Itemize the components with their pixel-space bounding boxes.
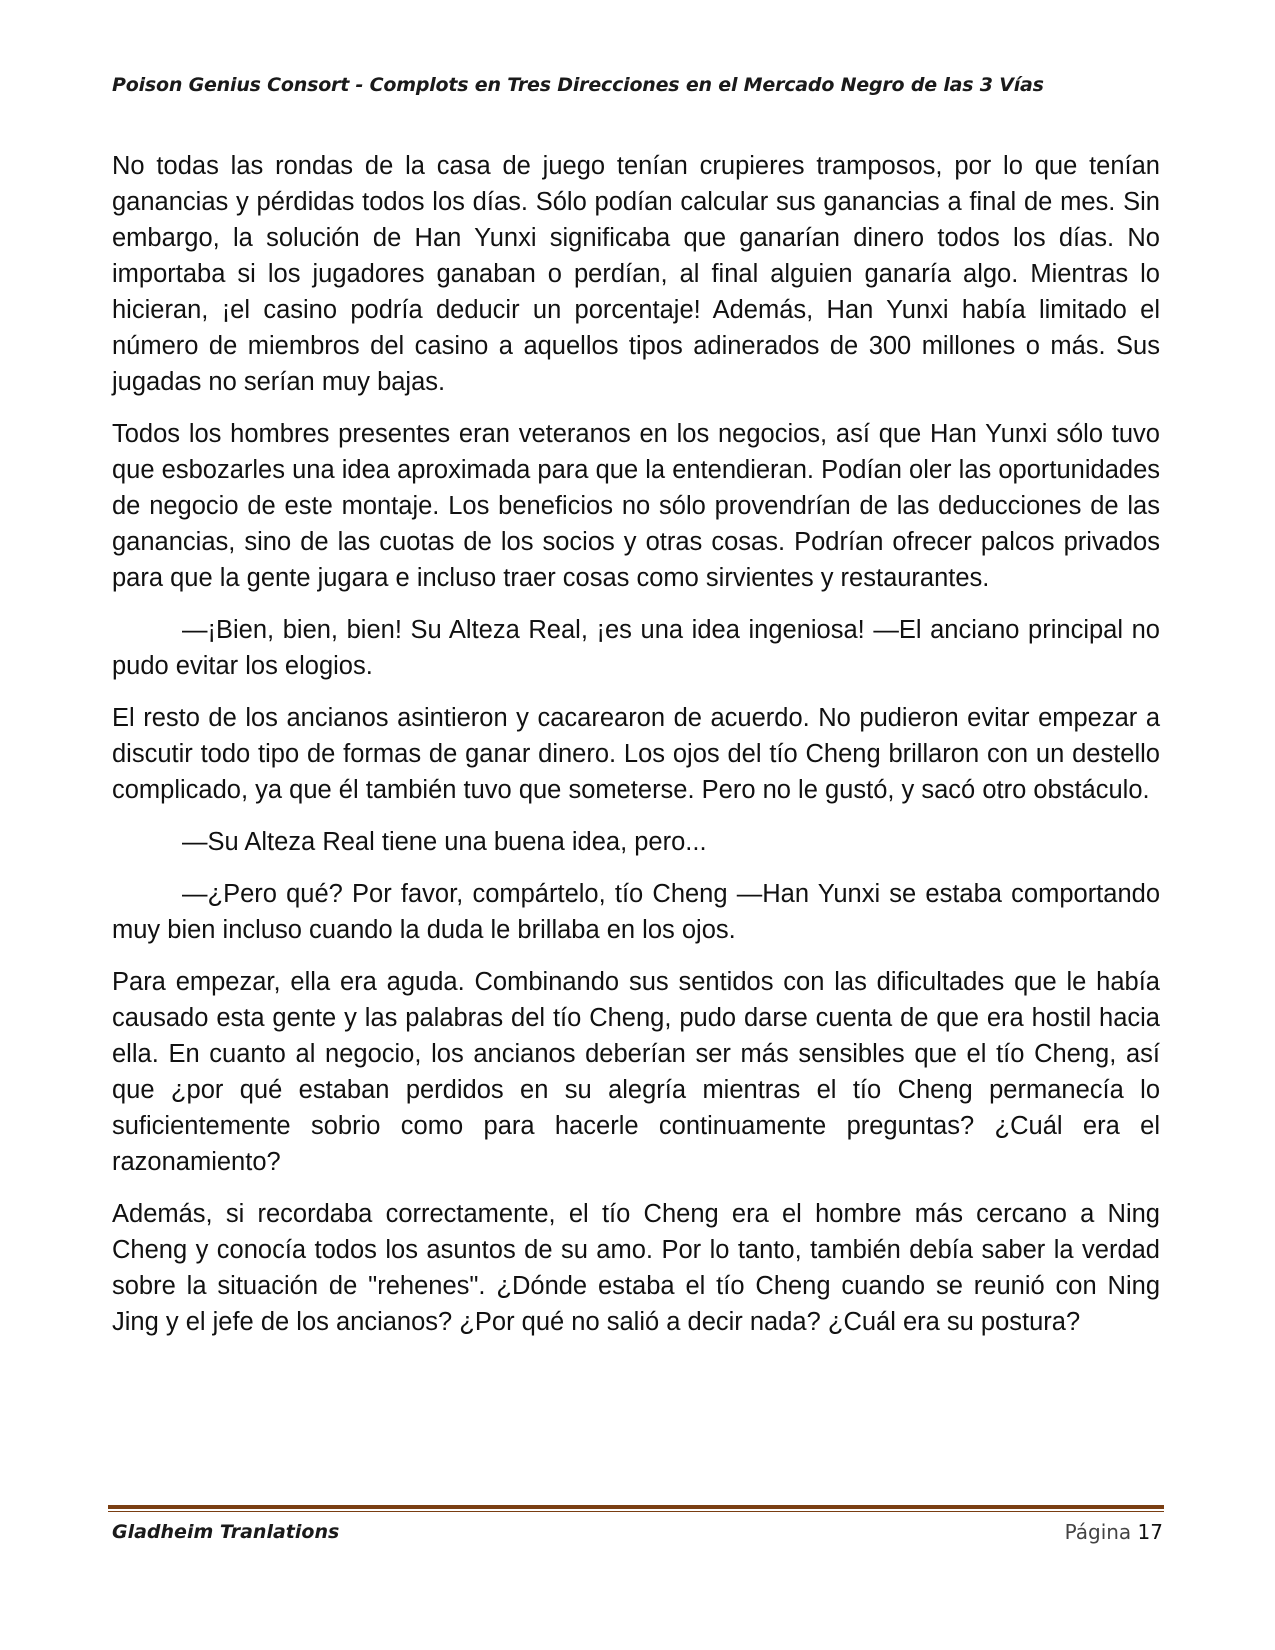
paragraph-7: Para empezar, ella era aguda. Combinando sus sentidos con las dificultades que le había causado esta gente y las palabras del tío Cheng, pudo darse cuenta de que era hostil hacia ella. En cuanto al negocio, los ancianos deberían ser más sensibles que el tío Cheng, así que ¿por qué estaban perdidos en su alegría mientras el tío Cheng permanecía lo suficientemente sobrio como para hacerle continuamente preguntas? ¿Cuál era el razonamiento? — [112, 968, 1160, 1176]
paragraph-5: —Su Alteza Real tiene una buena idea, pero... — [182, 828, 707, 856]
page-header-title: Poison Genius Consort - Complots en Tres Direcciones en el Mercado Negro de las 3 Vías — [112, 74, 1044, 96]
paragraph-8: Además, si recordaba correctamente, el tío Cheng era el hombre más cercano a Ning Cheng y conocía todos los asuntos de su amo. Por lo tanto, también debía saber la verdad sobre la situación de "rehenes". ¿Dónde estaba el tío Cheng cuando se reunió con Ning Jing y el jefe de los ancianos? ¿Por qué no salió a decir nada? ¿Cuál era su postura? — [112, 1200, 1160, 1336]
footer-divider — [108, 1505, 1164, 1512]
document-body — [112, 148, 1160, 1356]
page-label: Página — [1064, 1520, 1132, 1544]
paragraph-3: —¡Bien, bien, bien! Su Alteza Real, ¡es una idea ingeniosa! —El anciano principal no pudo evitar los elogios. — [112, 616, 1160, 680]
paragraph-6: —¿Pero qué? Por favor, compártelo, tío Cheng —Han Yunxi se estaba comportando muy bien incluso cuando la duda le brillaba en los ojos. — [112, 880, 1160, 944]
paragraph-4: El resto de los ancianos asintieron y cacarearon de acuerdo. No pudieron evitar empezar a discutir todo tipo de formas de ganar dinero. Los ojos del tío Cheng brillaron con un destello complicado, ya que él también tuvo que someterse. Pero no le gustó, y sacó otro obstáculo. — [112, 704, 1160, 804]
footer-page-indicator — [1065, 1520, 1163, 1544]
paragraph-1: No todas las rondas de la casa de juego tenían crupieres tramposos, por lo que tenían ganancias y pérdidas todos los días. Sólo podían calcular sus ganancias a final de mes. Sin embargo, la solución de Han Yunxi significaba que ganarían dinero todos los días. No importaba si los jugadores ganaban o perdían, al final alguien ganaría algo. Mientras lo hicieran, ¡el casino podría deducir un porcentaje! Además, Han Yunxi había limitado el número de miembros del casino a aquellos tipos adinerados de 300 millones o más. Sus jugadas no serían muy bajas. — [112, 152, 1160, 396]
page-number: 17 — [1137, 1520, 1163, 1544]
footer-translator-credit: Gladheim Tranlations — [112, 1521, 340, 1543]
paragraph-2: Todos los hombres presentes eran veteranos en los negocios, así que Han Yunxi sólo tuvo que esbozarles una idea aproximada para que la entendieran. Podían oler las oportunidades de negocio de este montaje. Los beneficios no sólo provendrían de las deducciones de las ganancias, sino de las cuotas de los socios y otras cosas. Podrían ofrecer palcos privados para que la gente jugara e incluso traer cosas como sirvientes y restaurantes. — [112, 420, 1160, 592]
